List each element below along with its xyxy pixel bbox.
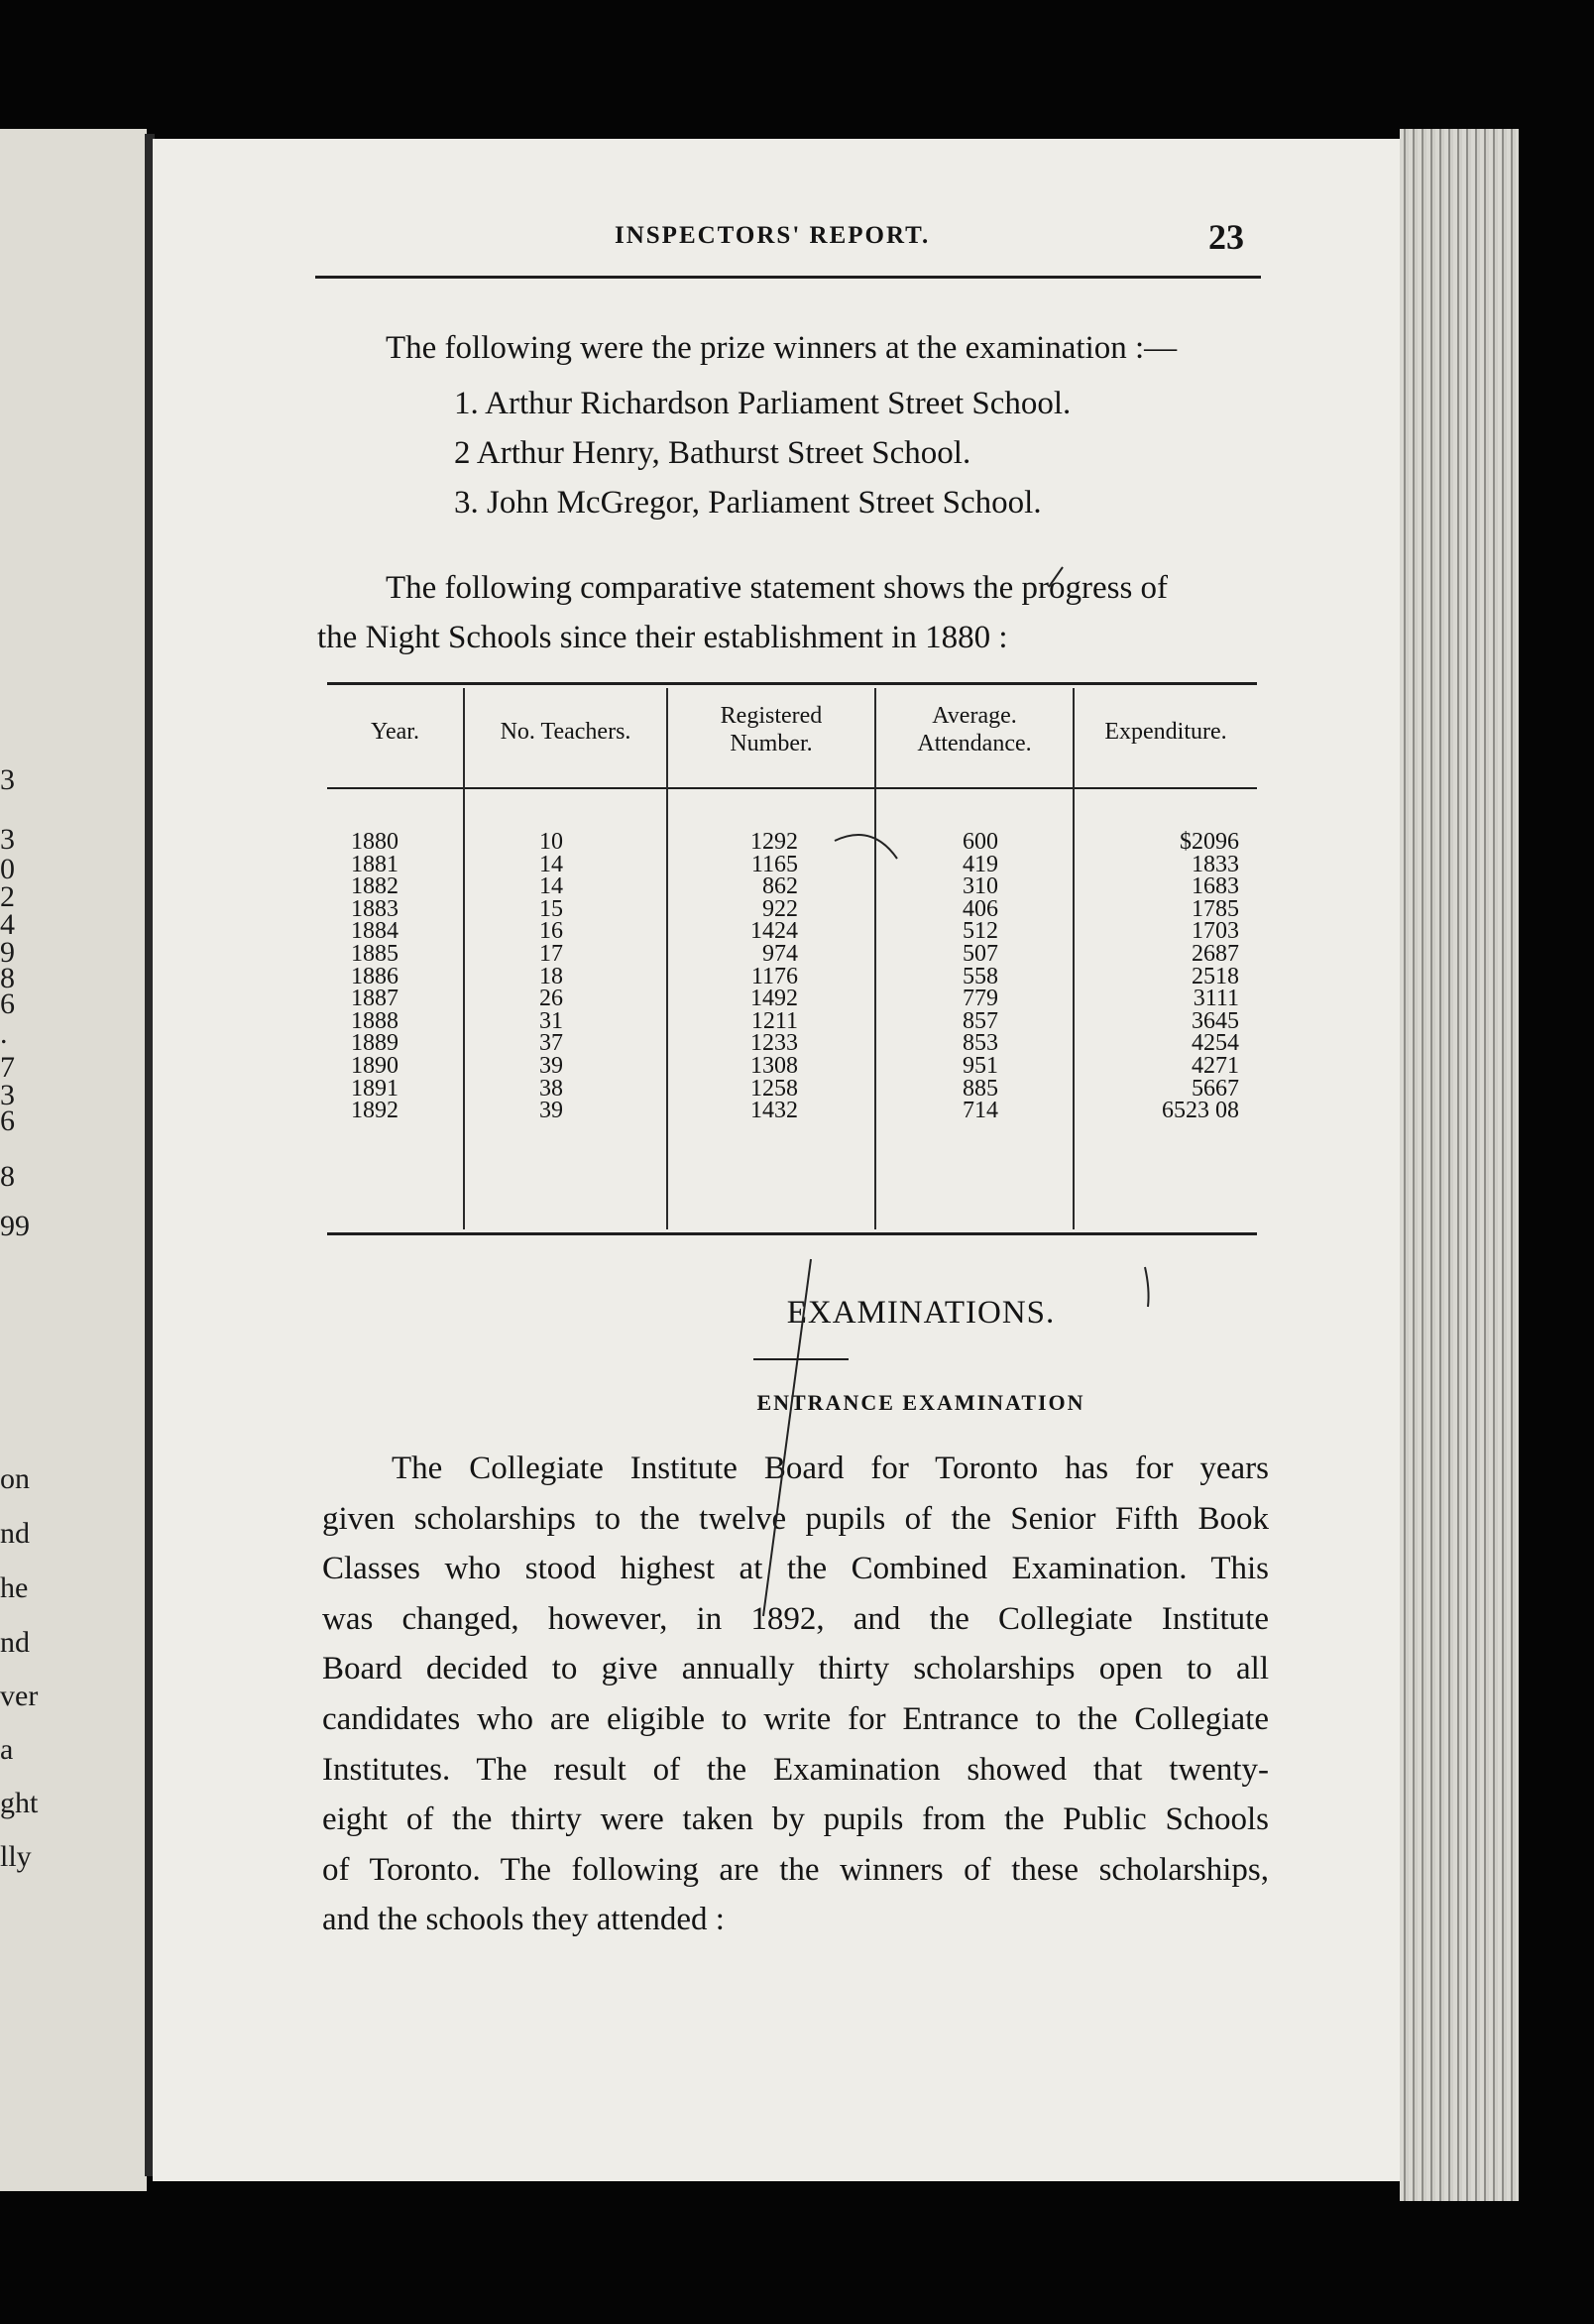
table-cell-expenditure: 4271 (1192, 1052, 1239, 1079)
left-fragment: 8 (0, 1160, 15, 1193)
running-head: INSPECTORS' REPORT. (615, 222, 931, 249)
left-page-fragments (0, 129, 147, 2191)
header-attendance (876, 702, 1073, 757)
table-cell-years: 1881 (351, 851, 398, 877)
table-cell-expenditure: 1703 (1192, 918, 1239, 945)
text-line: the Night Schools since their establishment in 1880 : (317, 620, 1008, 655)
text-line: eight of the thirty were taken by pupils from the Public Schools (322, 1801, 1269, 1838)
table-cell-attendance: 714 (963, 1098, 998, 1124)
left-fragment: 99 (0, 1210, 30, 1242)
table-cell-teachers: 39 (539, 1098, 563, 1124)
table-cell-registered: 1492 (750, 986, 798, 1012)
list-item: 3. John McGregor, Parliament Street School. (454, 485, 1042, 521)
table-cell-years: 1887 (351, 986, 398, 1012)
table-cell-years: 1888 (351, 1007, 398, 1034)
table-cell-years: 1882 (351, 873, 398, 900)
section-subtitle: ENTRANCE EXAMINATION (756, 1390, 1085, 1415)
left-fragment: ght (0, 1787, 39, 1819)
table-top-rule (327, 682, 1257, 685)
table-cell-expenditure: 1683 (1192, 873, 1239, 900)
column-expenditure (1120, 831, 1239, 1122)
table-cell-expenditure: 1833 (1192, 851, 1239, 877)
table-cell-expenditure: 5667 (1192, 1075, 1239, 1102)
column-teachers (506, 831, 563, 1122)
table-cell-registered: 1176 (750, 963, 798, 989)
header-rule (315, 276, 1261, 279)
table-cell-registered: 922 (762, 895, 798, 922)
left-fragment: 7 (0, 1051, 15, 1084)
table-cell-registered: 862 (762, 873, 798, 900)
left-fragment: a (0, 1733, 14, 1766)
comparative-statement (317, 563, 1259, 662)
table-cell-attendance: 857 (963, 1007, 998, 1034)
text-line: The following comparative statement shows the progress of (386, 570, 1169, 606)
table-cell-years: 1892 (351, 1098, 398, 1124)
table-cell-attendance: 853 (963, 1030, 998, 1057)
left-fragment: lly (0, 1840, 32, 1873)
column-divider (463, 688, 465, 1229)
table-cell-expenditure: $2096 (1180, 829, 1239, 855)
left-fragment: 3 (0, 1079, 15, 1111)
table-cell-years: 1890 (351, 1052, 398, 1079)
table-cell-teachers: 37 (539, 1030, 563, 1057)
text-line: The Collegiate Institute Board for Toronto has for years (392, 1451, 1269, 1486)
list-item: 2 Arthur Henry, Bathurst Street School. (454, 435, 971, 471)
table-cell-teachers: 16 (539, 918, 563, 945)
column-divider (874, 688, 876, 1229)
header-teachers: No. Teachers. (500, 719, 631, 745)
left-fragment: on (0, 1462, 30, 1495)
text-line: Board decided to give annually thirty scholarships open to all (322, 1651, 1269, 1687)
column-divider (666, 688, 668, 1229)
header-year: Year. (371, 719, 419, 745)
text-line: of Toronto. The following are the winners of these scholarships, (322, 1851, 1269, 1888)
left-fragment: 2 (0, 880, 15, 913)
table-cell-registered: 1211 (750, 1007, 798, 1034)
column-years (351, 831, 398, 1122)
table-cell-expenditure: 6523 08 (1162, 1098, 1239, 1124)
table-cell-teachers: 38 (539, 1075, 563, 1102)
left-fragment: 6 (0, 1104, 15, 1137)
table-cell-expenditure: 1785 (1192, 895, 1239, 922)
table-bottom-rule (327, 1232, 1257, 1235)
text-line: was changed, however, in 1892, and the Collegiate Institute (322, 1600, 1269, 1637)
table-cell-expenditure: 3645 (1192, 1007, 1239, 1034)
left-fragment: nd (0, 1517, 30, 1550)
page-header (159, 216, 1269, 266)
table-cell-attendance: 779 (963, 986, 998, 1012)
header-attendance-line1: Average. (932, 703, 1017, 729)
table-cell-years: 1880 (351, 829, 398, 855)
table-cell-attendance: 406 (963, 895, 998, 922)
table-cell-years: 1889 (351, 1030, 398, 1057)
left-fragment: he (0, 1571, 29, 1604)
table-cell-registered: 1432 (750, 1098, 798, 1124)
prize-intro: The following were the prize winners at the examination :— (386, 330, 1178, 366)
table-cell-attendance: 507 (963, 940, 998, 967)
text-line: candidates who are eligible to write for Entrance to the Collegiate (322, 1700, 1269, 1737)
table-cell-attendance: 951 (963, 1052, 998, 1079)
text-line: given scholarships to the twelve pupils of the Senior Fifth Book (322, 1500, 1269, 1537)
table-cell-registered: 1165 (750, 851, 798, 877)
left-fragment: 9 (0, 936, 15, 969)
section-rule (753, 1358, 849, 1360)
header-registered-line2: Number. (730, 731, 813, 756)
left-fragment: ver (0, 1680, 39, 1712)
table-cell-registered: 1292 (750, 829, 798, 855)
left-fragment: 6 (0, 988, 15, 1020)
table-cell-teachers: 26 (539, 986, 563, 1012)
table-cell-expenditure: 3111 (1193, 986, 1239, 1012)
left-fragment: 0 (0, 853, 15, 885)
table-cell-teachers: 14 (539, 873, 563, 900)
table-cell-attendance: 600 (963, 829, 998, 855)
prize-winners-list (454, 379, 1071, 527)
table-cell-registered: 1424 (750, 918, 798, 945)
column-divider (1073, 688, 1075, 1229)
table-cell-years: 1891 (351, 1075, 398, 1102)
table-header-rule (327, 787, 1257, 789)
table-cell-years: 1883 (351, 895, 398, 922)
column-attendance (937, 831, 998, 1122)
header-registered (668, 702, 874, 757)
left-page (0, 129, 147, 2191)
text-line: Institutes. The result of the Examination showed that twenty- (322, 1751, 1269, 1788)
table-cell-years: 1884 (351, 918, 398, 945)
left-fragment: 4 (0, 908, 15, 941)
table-cell-teachers: 15 (539, 895, 563, 922)
table-cell-teachers: 18 (539, 963, 563, 989)
page-edges (1400, 129, 1519, 2201)
table-cell-attendance: 885 (963, 1075, 998, 1102)
table-cell-expenditure: 4254 (1192, 1030, 1239, 1057)
column-registered (714, 831, 798, 1122)
table-cell-registered: 1308 (750, 1052, 798, 1079)
table-cell-expenditure: 2518 (1192, 963, 1239, 989)
table-cell-teachers: 14 (539, 851, 563, 877)
text-line: and the schools they attended : (322, 1902, 725, 1938)
table-cell-registered: 974 (762, 940, 798, 967)
left-fragment: 3 (0, 763, 15, 796)
table-cell-attendance: 558 (963, 963, 998, 989)
table-cell-teachers: 31 (539, 1007, 563, 1034)
night-schools-table (327, 682, 1257, 1237)
left-fragment: 8 (0, 962, 15, 994)
table-cell-years: 1885 (351, 940, 398, 967)
list-item: 1. Arthur Richardson Parliament Street School. (454, 386, 1072, 421)
page-number: 23 (1208, 217, 1244, 257)
section-title: EXAMINATIONS. (786, 1295, 1056, 1331)
left-fragment: nd (0, 1626, 30, 1659)
table-cell-registered: 1233 (750, 1030, 798, 1057)
table-cell-registered: 1258 (750, 1075, 798, 1102)
table-cell-teachers: 17 (539, 940, 563, 967)
table-cell-attendance: 310 (963, 873, 998, 900)
header-expenditure: Expenditure. (1104, 719, 1227, 745)
left-fragment: . (0, 1017, 8, 1050)
text-line: Classes who stood highest at the Combined Examination. This (322, 1551, 1269, 1587)
table-cell-attendance: 419 (963, 851, 998, 877)
table-cell-years: 1886 (351, 963, 398, 989)
header-registered-line1: Registered (720, 703, 823, 729)
table-cell-teachers: 10 (539, 829, 563, 855)
table-cell-expenditure: 2687 (1192, 940, 1239, 967)
table-cell-attendance: 512 (963, 918, 998, 945)
table-cell-teachers: 39 (539, 1052, 563, 1079)
header-attendance-line2: Attendance. (917, 731, 1032, 756)
left-fragment: 3 (0, 823, 15, 856)
examination-paragraph (322, 1444, 1269, 1945)
